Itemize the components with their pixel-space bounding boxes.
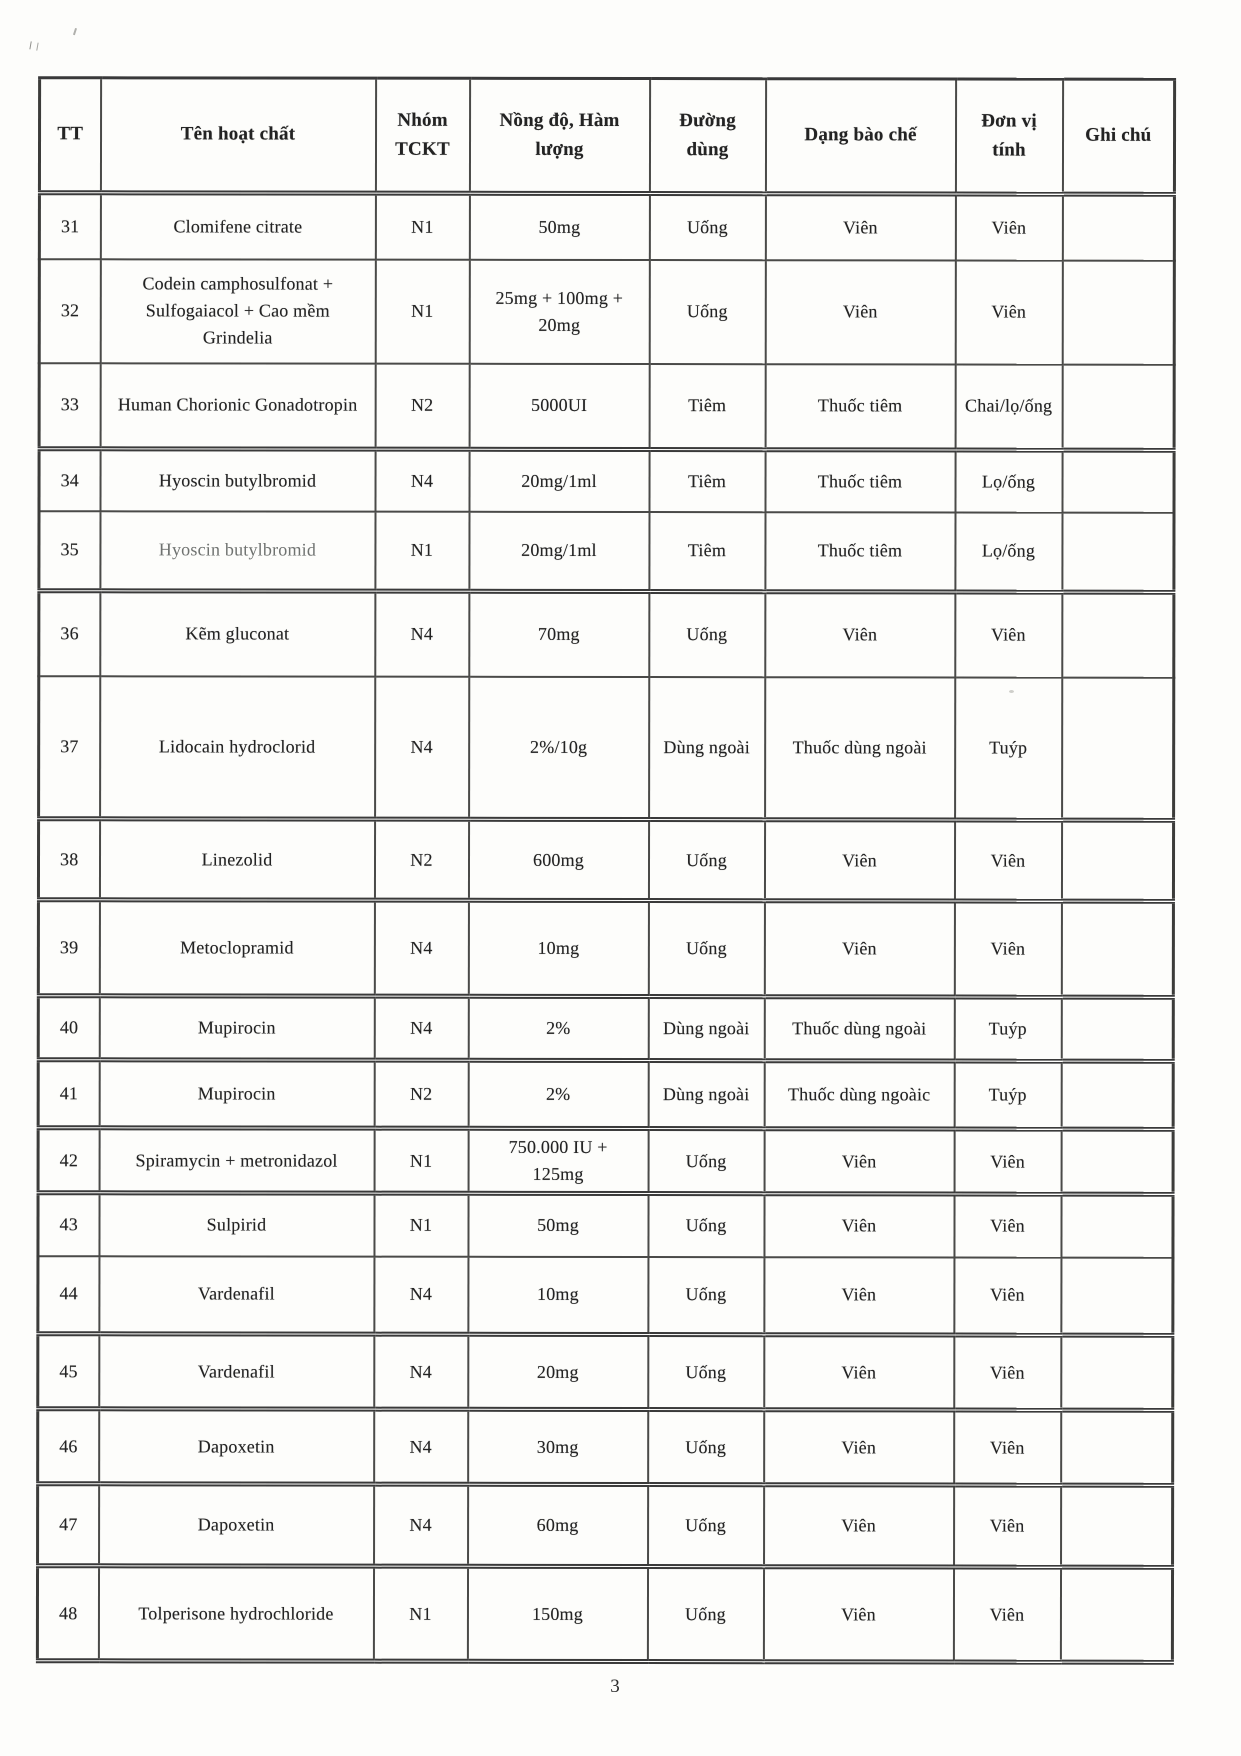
cell-group: N4 [375,676,469,819]
cell-note [1061,1335,1173,1410]
cell-group: N1 [375,259,469,363]
cell-route: Tiêm [649,364,765,450]
cell-tt: 31 [39,193,100,259]
cell-name: Kẽm gluconat [100,591,375,676]
cell-unit: Viên [954,1129,1061,1194]
cell-group: N4 [375,449,469,511]
cell-note [1062,260,1174,364]
table-row [37,1566,1172,1663]
table-row [39,591,1174,678]
cell-tt: 41 [38,1060,99,1128]
table-row [38,1060,1173,1130]
cell-group: N2 [375,363,469,449]
table-row [39,449,1174,513]
cell-name: Spiramycin + metronidazol [99,1128,374,1193]
col-header-tt [39,78,100,193]
cell-form: Thuốc tiêm [765,364,955,450]
cell-note [1060,1567,1172,1662]
cell-unit: Tuýp [955,677,1062,820]
cell-form: Viên [764,1257,954,1335]
cell-note [1061,901,1173,997]
cell-route: Uống [649,592,765,677]
cell-name: Linezolid [99,819,374,900]
cell-note [1061,1485,1173,1567]
cell-route: Dùng ngoài [649,677,765,820]
header-row [39,78,1174,195]
cell-tt: 35 [39,511,100,591]
cell-note [1061,1194,1173,1257]
cell-route: Uống [648,1194,764,1257]
cell-unit: Viên [955,260,1062,364]
page-number: 3 [610,1676,620,1697]
col-header-label: Nhóm TCKT [395,109,450,160]
cell-note [1062,592,1174,677]
cell-unit: Viên [955,194,1062,260]
cell-unit: Viên [954,1194,1061,1257]
cell-note [1062,450,1174,512]
cell-dose: 2% [468,1060,648,1128]
cell-route: Tiêm [649,450,765,512]
cell-name: Vardenafil [99,1334,374,1409]
cell-tt: 38 [38,819,99,900]
table-row [38,1334,1173,1411]
table-row [38,1193,1173,1258]
table-row [39,511,1174,593]
cell-dose: 70mg [469,591,649,676]
cell-note [1062,512,1174,592]
cell-note [1061,1410,1173,1485]
cell-unit: Viên [954,820,1061,901]
cell-route: Uống [648,1129,764,1194]
cell-name: Lidocain hydroclorid [100,676,375,819]
cell-dose: 50mg [469,193,649,259]
cell-unit: Chai/lọ/ống [955,364,1062,450]
cell-unit: Viên [954,1335,1061,1410]
cell-form: Thuốc dùng ngoàic [764,1061,954,1129]
col-header-dose [469,78,649,193]
cell-tt: 37 [39,676,100,819]
drug-list-table [36,76,1176,1665]
cell-route: Uống [648,820,764,901]
cell-dose: 25mg + 100mg + 20mg [469,259,649,363]
cell-route: Tiêm [649,512,765,592]
cell-dose: 10mg [468,1256,648,1334]
cell-route: Uống [648,1335,764,1410]
cell-tt: 39 [38,900,99,996]
cell-form: Viên [765,260,955,364]
cell-unit: Viên [955,592,1062,677]
cell-route: Uống [648,901,764,997]
col-header-note [1062,79,1174,194]
cell-group: N4 [374,1409,468,1484]
cell-dose: 20mg/1ml [469,449,649,511]
cell-note [1062,194,1174,260]
cell-form: Viên [764,1194,954,1257]
table-row [39,259,1174,365]
cell-note [1061,997,1173,1061]
col-header-group [375,78,469,193]
scan-artifact-tick [73,28,77,35]
cell-tt: 44 [38,1256,99,1334]
cell-dose: 60mg [468,1484,648,1566]
col-header-label: Dạng bào chế [804,124,917,146]
cell-dose: 50mg [468,1193,648,1256]
col-header-route [649,79,765,194]
cell-route: Dùng ngoài [648,997,764,1061]
cell-group: N1 [374,1128,468,1193]
cell-dose: 5000UI [469,363,649,449]
table-body [37,193,1174,1663]
cell-name: Mupirocin [99,1060,374,1128]
col-header-label: Đường dùng [679,110,736,160]
cell-group: N1 [375,193,469,259]
cell-group: N1 [375,511,469,591]
cell-form: Viên [764,1335,954,1410]
cell-tt: 34 [39,449,100,511]
cell-route: Uống [647,1567,763,1662]
cell-route: Uống [649,194,765,260]
cell-group: N4 [374,1256,468,1334]
col-header-name [100,78,375,193]
cell-form: Viên [764,901,954,997]
cell-tt: 47 [38,1484,99,1566]
cell-name: Mupirocin [99,996,374,1060]
cell-tt: 48 [37,1566,98,1661]
cell-unit: Viên [954,1410,1061,1485]
cell-name: Dapoxetin [99,1409,374,1484]
cell-note [1062,364,1174,450]
cell-group: N4 [374,1484,468,1566]
cell-tt: 36 [39,591,100,676]
cell-group: N4 [374,996,468,1060]
cell-form: Thuốc tiêm [765,512,955,592]
cell-unit: Lọ/ống [955,450,1062,512]
cell-dose: 150mg [467,1566,647,1661]
cell-tt: 42 [38,1128,99,1193]
cell-tt: 45 [38,1334,99,1409]
col-header-label: Đơn vị tính [981,110,1037,161]
scan-artifact-ticks [29,41,38,50]
cell-name: Clomifene citrate [100,193,375,259]
cell-group: N4 [375,591,469,676]
cell-group: N4 [374,900,468,996]
cell-dose: 30mg [468,1409,648,1484]
cell-unit: Viên [954,901,1061,997]
cell-dose: 750.000 IU + 125mg [468,1128,648,1193]
cell-form: Viên [764,1410,954,1485]
cell-form: Viên [765,592,955,677]
cell-dose: 2% [468,996,648,1060]
cell-route: Uống [648,1485,764,1567]
cell-tt: 43 [38,1193,99,1256]
table-row [39,363,1174,451]
cell-dose: 600mg [468,819,648,900]
col-header-unit [955,79,1062,194]
cell-tt: 32 [39,259,100,363]
table-row [39,193,1174,261]
cell-group: N2 [374,1060,468,1128]
cell-note [1061,820,1173,901]
cell-route: Uống [649,260,765,364]
col-header-form [765,79,955,194]
table-row [38,819,1173,902]
cell-form: Viên [764,1129,954,1194]
cell-form: Viên [764,1485,954,1567]
cell-unit: Tuýp [954,997,1061,1061]
cell-name: Hyoscin butylbromid [100,511,375,591]
cell-form: Thuốc tiêm [765,450,955,512]
table-row [38,1256,1173,1336]
cell-unit: Tuýp [954,1061,1061,1129]
cell-dose: 20mg/1ml [469,511,649,591]
cell-form: Thuốc dùng ngoài [764,997,954,1061]
table-row [38,900,1173,998]
cell-unit: Lọ/ống [955,512,1062,592]
table-row [39,676,1174,821]
cell-group: N2 [374,819,468,900]
cell-name: Codein camphosulfonat + Sulfogaiacol + Cao mềm Grindelia [100,259,375,363]
cell-dose: 2%/10g [469,676,649,819]
cell-tt: 33 [39,363,100,449]
cell-tt: 46 [38,1409,99,1484]
cell-group: N4 [374,1334,468,1409]
cell-group: N1 [374,1193,468,1256]
cell-name: Hyoscin butylbromid [100,449,375,511]
table-row [38,996,1173,1062]
table-row [38,1409,1173,1486]
cell-unit: Viên [954,1485,1061,1567]
cell-dose: 10mg [468,900,648,996]
cell-form: Viên [764,820,954,901]
cell-note [1061,1257,1173,1335]
cell-form: Viên [763,1567,953,1662]
cell-note [1061,1129,1173,1194]
col-header-label: Nồng độ, Hàm lượng [499,109,620,160]
cell-form: Viên [765,194,955,260]
cell-group: N1 [373,1566,467,1661]
table-row [38,1484,1173,1568]
cell-name: Sulpirid [99,1193,374,1256]
col-header-label: Tên hoạt chất [180,123,296,146]
cell-unit: Viên [953,1567,1060,1662]
cell-route: Uống [648,1410,764,1485]
cell-name: Metoclopramid [99,900,374,996]
cell-name: Tolperisone hydrochloride [98,1566,373,1661]
cell-form: Thuốc dùng ngoài [765,677,955,820]
cell-unit: Viên [954,1257,1061,1335]
cell-note [1062,677,1174,820]
cell-route: Dùng ngoài [648,1061,764,1129]
cell-name: Dapoxetin [99,1484,374,1566]
cell-name: Human Chorionic Gonadotropin [100,363,375,449]
table-row [38,1128,1173,1195]
cell-dose: 20mg [468,1334,648,1409]
cell-name: Vardenafil [99,1256,374,1334]
col-header-label: TT [57,123,84,145]
col-header-label: Ghi chú [1085,125,1152,147]
cell-tt: 40 [38,996,99,1060]
cell-note [1061,1061,1173,1129]
cell-route: Uống [648,1257,764,1335]
